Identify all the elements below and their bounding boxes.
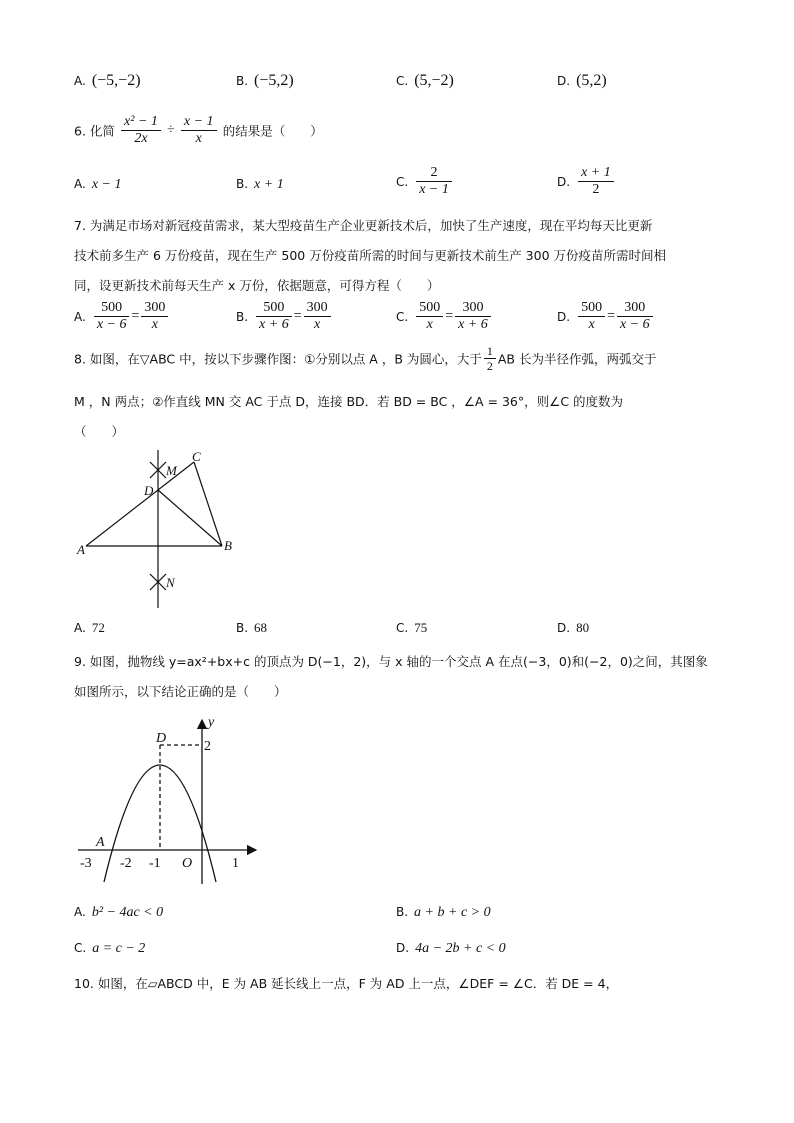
q7-line-1: 7. 为满足市场对新冠疫苗需求，某大型疫苗生产企业更新技术后，加快了生产速度，现在平均每天比更新 [74, 218, 653, 233]
label-c: C [192, 449, 201, 464]
q6-fraction-2: $\frac{x - 1}{x}$ [181, 114, 217, 147]
q6-stem: 6. 化简 $\frac{\text{x² − 1}}{2x}$ ÷ $\frac{x - 1}{x}$ 的结果是（ ） [74, 114, 323, 146]
q8-line-2: M ，N 两点；②作直线 MN 交 AC 于点 D，连接 BD．若 BD = BC ，∠A = 36°，则∠C 的度数为 [74, 394, 624, 409]
q8-option-c: C. 75 [396, 620, 428, 635]
q7-option-a: A. $\frac{500}{x - 6}$ = $\frac{300}{x}$ [74, 300, 170, 333]
tick-label-neg2: -2 [120, 856, 132, 871]
tick-label-neg3: -3 [80, 856, 92, 871]
q10-line-1: 10. 如图，在▱ABCD 中，E 为 AB 延长线上一点，F 为 AD 上一点，∠DEF = ∠C．若 DE = 4， [74, 976, 619, 991]
label-d: D [144, 483, 154, 498]
q5-option-c: C. (5,−2) [396, 72, 454, 89]
label-a: A [96, 835, 105, 850]
q8-line-3: （ ） [74, 424, 125, 439]
q9-parabola-figure [74, 712, 264, 887]
q6-option-b: B. x + 1 [236, 177, 284, 192]
q5-option-b: B. (−5,2) [236, 72, 294, 89]
label-n: N [166, 575, 175, 590]
q8-option-a: A. 72 [74, 620, 105, 635]
q9-option-c: C. a = c − 2 [74, 941, 146, 956]
label-b: B [224, 538, 232, 553]
q9-option-a: A. b² − 4ac < 0 [74, 905, 164, 920]
q6-fraction-1: $\frac{\text{x² − 1}}{2x}$ [121, 114, 161, 147]
q9-line-1: 9. 如图，抛物线 y=ax²+bx+c 的顶点为 D(−1，2)，与 x 轴的一个交点 A 在点(−3，0)和(−2，0)之间，其图象 [74, 654, 708, 669]
q5-option-d: D. (5,2) [557, 72, 607, 89]
q5-option-a: A. (−5,−2) [74, 72, 141, 89]
tick-label-neg1: -1 [149, 856, 161, 871]
q7-line-3: 同，设更新技术前每天生产 x 万份，依据题意，可得方程（ ） [74, 278, 440, 293]
q6-option-c: C. $\frac{2}{x - 1}$ [396, 165, 454, 198]
tick-label-1: 1 [232, 856, 239, 871]
q9-line-2: 如图所示，以下结论正确的是（ ） [74, 684, 287, 699]
label-a: A [77, 542, 85, 557]
q8-line-1: 8. 如图，在▽ABC 中，按以下步骤作图：①分别以点 A ，B 为圆心，大于 $\frac{1}{2}$ AB 长为半径作弧，两弧交于 [74, 344, 657, 373]
q8-option-b: B. 68 [236, 620, 268, 635]
q7-line-2: 技术前多生产 6 万份疫苗，现在生产 500 万份疫苗所需的时间与更新技术前生产 300 万份疫苗所需时间相 [74, 248, 667, 263]
label-y: y [208, 715, 215, 730]
label-d: D [156, 731, 167, 746]
q8-option-d: D. 80 [557, 620, 590, 635]
label-m: M [166, 463, 177, 478]
q7-option-b: B. $\frac{500}{x + 6}$ = $\frac{300}{x}$ [236, 300, 333, 333]
segment-ac [86, 462, 194, 546]
label-2: 2 [204, 739, 211, 754]
q9-option-d: D. 4a − 2b + c < 0 [396, 941, 506, 956]
q9-option-b: B. a + b + c > 0 [396, 905, 491, 920]
q7-option-c: C. $\frac{500}{x}$ = $\frac{300}{x + 6}$ [396, 300, 493, 333]
q8-triangle-figure [74, 444, 244, 614]
label-origin: O [182, 856, 193, 871]
q7-option-d: D. $\frac{500}{x}$ = $\frac{300}{x - 6}$ [557, 300, 655, 333]
q6-option-d: D. $\frac{x + 1}{2}$ [557, 165, 616, 198]
q6-option-a: A. x − 1 [74, 177, 122, 192]
